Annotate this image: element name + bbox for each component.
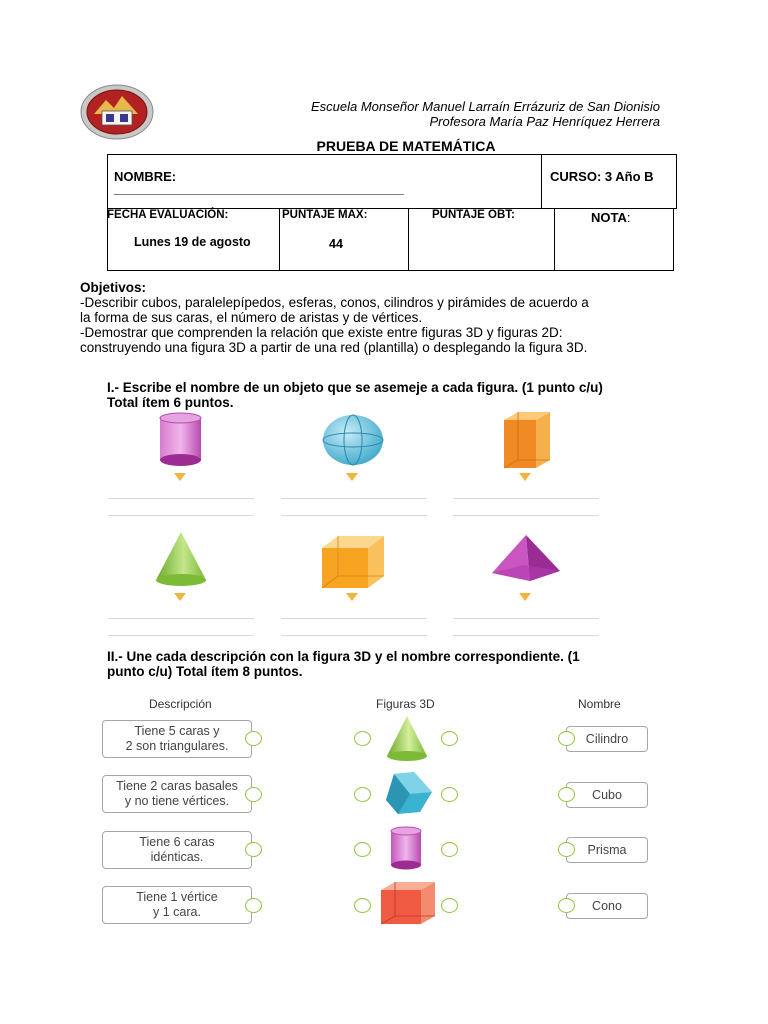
- name-text: Cilindro: [585, 731, 629, 746]
- match-circle[interactable]: [441, 898, 458, 913]
- school-info: [311, 99, 660, 129]
- section1-line2: Total ítem 6 puntos.: [107, 395, 234, 410]
- match-circle[interactable]: [558, 787, 575, 802]
- match-circle[interactable]: [441, 787, 458, 802]
- match-circle[interactable]: [354, 842, 371, 857]
- triangular-prism-icon: [380, 770, 440, 816]
- description-text: idénticas.: [150, 850, 204, 864]
- description-text: Tiene 6 caras: [139, 835, 215, 849]
- puntaje-max-label: PUNTAJE MAX:: [282, 209, 368, 221]
- objectives: [80, 280, 680, 355]
- name-box: [566, 726, 648, 752]
- objective-line: construyendo una figura 3D a partir de una red (plantilla) o desplegando la figura 3D.: [80, 340, 588, 355]
- match-circle[interactable]: [354, 731, 371, 746]
- objectives-heading: Objetivos:: [80, 280, 147, 295]
- section1-line1: I.- Escribe el nombre de un objeto que se asemeje a cada figura. (1 punto c/u): [107, 380, 603, 395]
- cube-icon: [377, 880, 439, 926]
- name-text: Cono: [592, 898, 622, 913]
- answer-line[interactable]: [281, 515, 427, 516]
- nombre-line[interactable]: ___________________________________________: [114, 181, 404, 196]
- description-box: [102, 831, 252, 869]
- arrow-down-icon: [519, 473, 531, 481]
- match-circle[interactable]: [245, 842, 262, 857]
- section2-line1: II.- Une cada descripción con la figura 3D y el nombre correspondiente. (1: [107, 649, 580, 664]
- description-text: 2 son triangulares.: [125, 739, 229, 753]
- objective-line: la forma de sus caras, el número de aristas y de vértices.: [80, 310, 423, 325]
- match-circle[interactable]: [354, 787, 371, 802]
- puntaje-obt-box[interactable]: [408, 208, 555, 271]
- pyramid-icon: [490, 533, 562, 585]
- cylinder-icon: [388, 826, 424, 872]
- arrow-down-icon: [346, 473, 358, 481]
- match-circle[interactable]: [558, 842, 575, 857]
- column-header-nombre: Nombre: [578, 697, 621, 711]
- answer-line[interactable]: [453, 618, 599, 619]
- match-circle[interactable]: [441, 842, 458, 857]
- answer-line[interactable]: [453, 635, 599, 636]
- answer-line[interactable]: [108, 635, 254, 636]
- match-circle[interactable]: [441, 731, 458, 746]
- answer-line[interactable]: [108, 515, 254, 516]
- name-box: [566, 782, 648, 808]
- objective-line: -Demostrar que comprenden la relación que existe entre figuras 3D y figuras 2D:: [80, 325, 563, 340]
- match-circle[interactable]: [558, 898, 575, 913]
- cylinder-icon: [155, 412, 207, 470]
- cone-icon: [384, 714, 430, 762]
- name-box: [566, 837, 648, 863]
- match-circle[interactable]: [245, 731, 262, 746]
- objective-line: -Describir cubos, paralelepípedos, esferas, conos, cilindros y pirámides de acuerdo a: [80, 295, 589, 310]
- description-box: [102, 720, 252, 758]
- arrow-down-icon: [174, 473, 186, 481]
- school-name: Escuela Monseñor Manuel Larraín Errázuriz de San Dionisio: [310, 99, 660, 114]
- sphere-icon: [320, 412, 386, 468]
- nota-label: NOTA: [591, 210, 627, 225]
- section1-instructions: [107, 380, 667, 410]
- arrow-down-icon: [519, 593, 531, 601]
- answer-line[interactable]: [108, 498, 254, 499]
- prism-icon: [500, 410, 554, 470]
- description-text: y 1 cara.: [153, 905, 201, 919]
- match-circle[interactable]: [558, 731, 575, 746]
- fecha-box: [107, 208, 280, 271]
- answer-line[interactable]: [281, 618, 427, 619]
- curso-box: [541, 154, 677, 209]
- name-box: [566, 893, 648, 919]
- section2-line2: punto c/u) Total ítem 8 puntos.: [107, 664, 303, 679]
- column-header-descripcion: Descripción: [149, 697, 212, 711]
- description-text: Tiene 1 vértice: [136, 890, 218, 904]
- description-text: Tiene 5 caras y: [134, 724, 220, 738]
- name-text: Prisma: [587, 842, 627, 857]
- fecha-label: FECHA EVALUACIÓN:: [107, 209, 229, 221]
- arrow-down-icon: [346, 593, 358, 601]
- match-circle[interactable]: [354, 898, 371, 913]
- match-circle[interactable]: [245, 898, 262, 913]
- school-logo: [80, 84, 154, 140]
- match-circle[interactable]: [245, 787, 262, 802]
- cube-icon: [318, 534, 388, 590]
- description-box: [102, 775, 252, 813]
- description-text: Tiene 2 caras basales: [116, 779, 238, 793]
- puntaje-max-value: 44: [329, 237, 343, 251]
- answer-line[interactable]: [453, 498, 599, 499]
- cone-icon: [152, 530, 210, 588]
- nombre-label: NOMBRE:: [114, 169, 177, 184]
- description-box: [102, 886, 252, 924]
- nombre-box: [107, 154, 542, 209]
- teacher-name: Profesora María Paz Henríquez Herrera: [429, 114, 660, 129]
- name-text: Cubo: [592, 787, 622, 802]
- answer-line[interactable]: [108, 618, 254, 619]
- nota-box[interactable]: [554, 208, 674, 271]
- puntaje-max-box: [279, 208, 409, 271]
- answer-line[interactable]: [281, 635, 427, 636]
- curso-label: CURSO: 3 Año B: [550, 169, 654, 184]
- answer-line[interactable]: [453, 515, 599, 516]
- nota-colon: :: [626, 210, 631, 225]
- puntaje-obt-label: PUNTAJE OBT:: [432, 209, 515, 221]
- section2-instructions: [107, 649, 667, 679]
- page-title: PRUEBA DE MATEMÁTICA: [316, 138, 496, 154]
- answer-line[interactable]: [281, 498, 427, 499]
- column-header-figuras: Figuras 3D: [376, 697, 435, 711]
- arrow-down-icon: [174, 593, 186, 601]
- description-text: y no tiene vértices.: [124, 794, 230, 808]
- fecha-value: Lunes 19 de agosto: [134, 235, 251, 249]
